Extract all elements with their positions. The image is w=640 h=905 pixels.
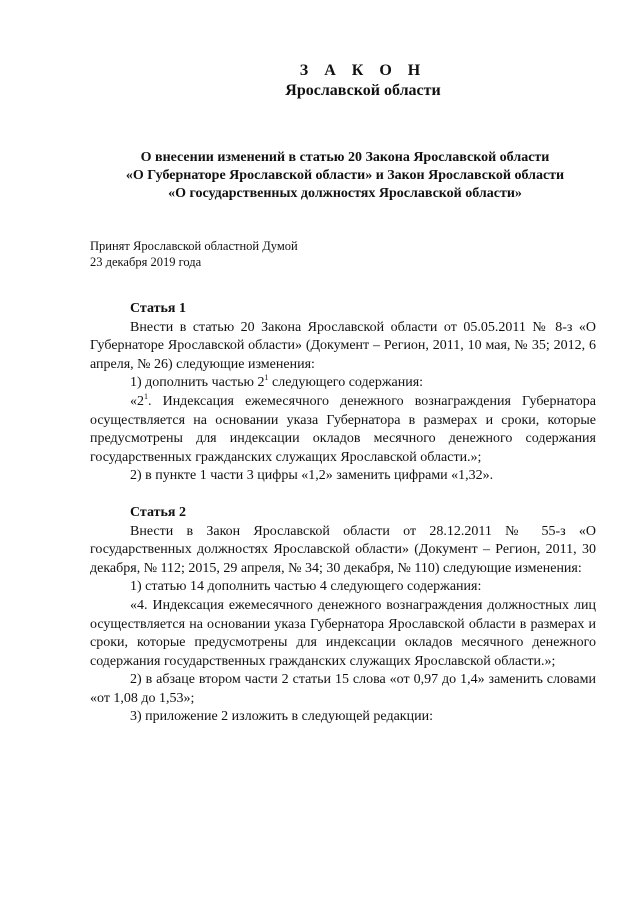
law-subject [90,149,600,203]
adoption-date: 23 декабря 2019 года [90,255,202,269]
article-1-heading: Статья 1 [130,301,186,316]
spacer [90,486,596,504]
article-2-item-2: 2) в абзаце втором части 2 статьи 15 слова «от 0,97 до 1,4» заменить словами «от 1,08 до 1,53»; [90,672,596,706]
adoption-note [90,238,298,270]
article-1-item-2: 2) в пункте 1 части 3 цифры «1,2» заменить цифрами «1,32». [130,468,494,484]
article-2-intro: Внести в Закон Ярославской области от 28.12.2011 № 55-з «О государственных должностях Ярославской области» (Документ – Регион, 2011, 30 декабря, № 112; 2015, 29 апреля, № 34; 30 декабря, № 110) следующие изменения: [90,523,596,576]
article-2-heading: Статья 2 [130,504,186,520]
subject-line-3: «О государственных должностях Ярославской области» [168,186,522,201]
article-2-quote: «4. Индексация ежемесячного денежного вознаграждения должностных лиц осуществляется на основании указа Губернатора Ярославской области в размерах и сроки, которые предусмотрены для индексации окладов месячного денежного содержания государственных гражданских служащих Ярославской области.»; [90,597,596,669]
subject-line-2: «О Губернаторе Ярославской области» и Закон Ярославской области [125,168,565,183]
subject-line-1: О внесении изменений в статью 20 Закона Ярославской области [140,150,550,165]
adoption-line-1: Принят Ярославской областной Думой [90,239,298,253]
law-title: З А К О Н [299,62,427,79]
article-2-item-3: 3) приложение 2 изложить в следующей редакции: [130,709,433,725]
law-region: Ярославской области [285,82,441,99]
article-2-item-1: 1) статью 14 дополнить частью 4 следующего содержания: [130,579,482,595]
article-1-item-1: 1) дополнить частью $2^1$ следующего содержания: [130,373,424,391]
article-1-intro: Внести в статью 20 Закона Ярославской области от 05.05.2011 № 8-з «О Губернаторе Ярославской области» (Документ – Регион, 2011, 10 мая, № 35; 2012, 6 апреля, № 26) следующие изменения: [90,319,596,372]
law-body [90,300,596,727]
article-1-quote: «$2^1$. Индексация ежемесячного денежного вознаграждения Губернатора осуществляется на основании указа Губернатора в размерах и сроки, которые предусмотрены для индексации окладов месячного денежного содержания государственных гражданских служащих Ярославской области.»; [90,391,596,465]
